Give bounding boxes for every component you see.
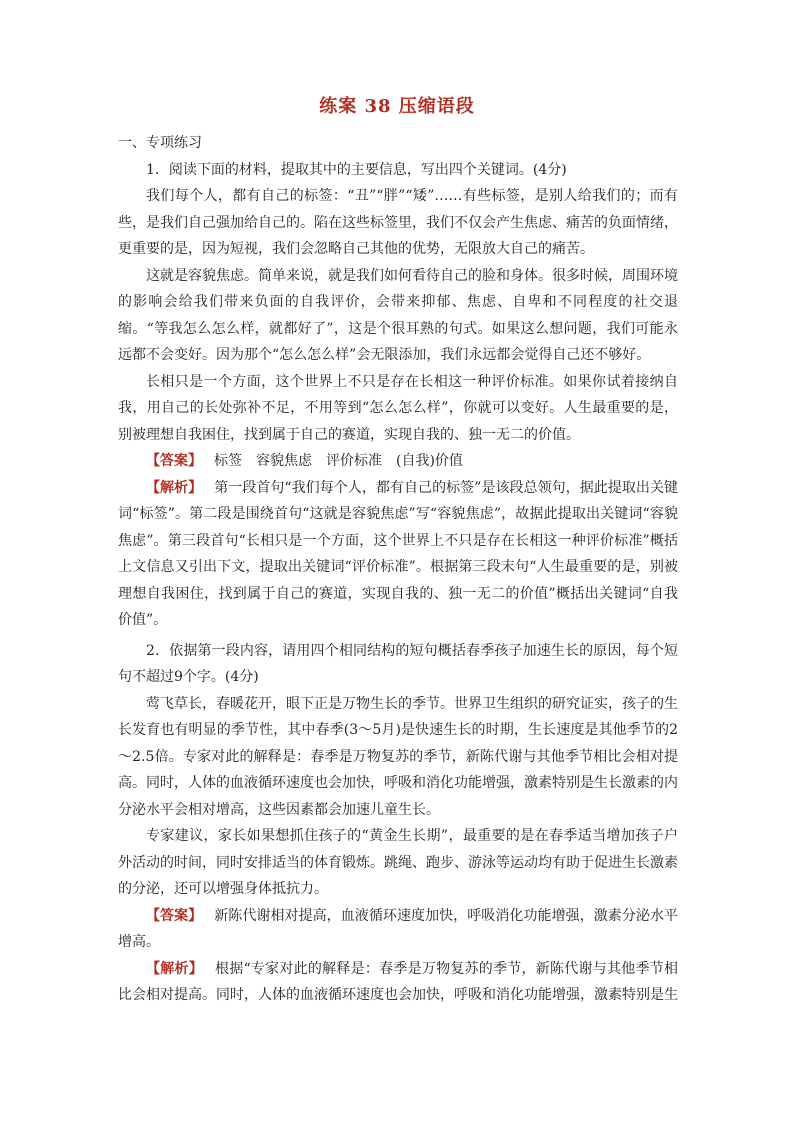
- q2-analysis-text: 根据“专家对此的解释是：春季是万物复苏的季节，新陈代谢与其他季节相比会相对提高。同时，人体的血液循环速度也会加快，呼吸和消化功能增强，激素特别是生: [118, 960, 679, 1003]
- q2-analysis: [118, 956, 678, 1009]
- q1-answer-text: 标签 容貌焦虑 评价标准 (自我)价值: [214, 453, 463, 469]
- q2-passage-paragraph-1: 莺飞草长，春暖花开，眼下正是万物生长的季节。世界卫生组织的研究证实，孩子的生长发育也有明显的季节性，其中春季(3～5月)是快速生长的时期，生长速度是其他季节的2～2.5倍。专家对此的解释是：春季是万物复苏的季节，新陈代谢与其他季节相比会相对提高。同时，人体的血液循环速度也会加快，呼吸和消化功能增强，激素特别是生长激素的内分泌水平会相对增高，这些因素都会加速儿童生长。: [118, 695, 678, 818]
- q1-answer: [118, 448, 678, 475]
- analysis-label: 【解析】: [146, 960, 203, 977]
- answer-label: 【答案】: [146, 453, 202, 469]
- q1-analysis: [118, 475, 678, 634]
- q2-answer: [118, 903, 678, 956]
- q1-passage-paragraph-1: 我们每个人，都有自己的标签：“丑”“胖”“矮”……有些标签，是别人给我们的；而有些，是我们自己强加给自己的。陷在这些标签里，我们不仅会产生焦虑、痛苦的负面情绪，更重要的是，因为短视，我们会忽略自己其他的优势，无限放大自己的痛苦。: [118, 188, 678, 257]
- analysis-label: 【解析】: [146, 479, 203, 496]
- q1-passage-paragraph-3: 长相只是一个方面，这个世界上不只是存在长相这一种评价标准。如果你试着接纳自我，用自己的长处弥补不足，不用等到“怎么怎么样”，你就可以变好。人生最重要的是，别被理想自我困住，找到属于自己的赛道，实现自我的、独一无二的价值。: [118, 373, 678, 443]
- q1-passage-paragraph-2: 这就是容貌焦虑。简单来说，就是我们如何看待自己的脸和身体。很多时候，周围环境的影响会给我们带来负面的自我评价，会带来抑郁、焦虑、自卑和不同程度的社交退缩。“等我怎么怎么样，就都好了”，这是个很耳熟的句式。如果这么想问题，我们可能永远都不会变好。因为那个“怎么怎么样”会无限添加，我们永远都会觉得自己还不够好。: [118, 267, 678, 363]
- question-1-prompt: 1．阅读下面的材料，提取其中的主要信息，写出四个关键词。(4分): [146, 161, 567, 178]
- page-title: 练案 38 压缩语段: [319, 96, 475, 117]
- q2-answer-text: 新陈代谢相对提高，血液循环速度加快，呼吸消化功能增强，激素分泌水平增高。: [118, 907, 679, 950]
- document-body: [118, 130, 678, 1009]
- answer-label: 【答案】: [146, 907, 203, 924]
- q1-analysis-text: 第一段首句“我们每个人，都有自己的标签”是该段总领句，据此提取出关键词“标签”。第二段是围绕首句“这就是容貌焦虑”写“容貌焦虑”，故据此提取出关键词“容貌焦虑”。第三段首句“长相只是一个方面，这个世界上不只是存在长相这一种评价标准”概括上文信息又引出下文，提取出关键词“评价标准”。根据第三段末句“人生最重要的是，别被理想自我困住，找到属于自己的赛道，实现自我的、独一无二的价值”概括出关键词“自我价值”。: [118, 479, 679, 628]
- question-2-prompt: 2．依据第一段内容，请用四个相同结构的短句概括春季孩子加速生长的原因，每个短句不超过9个字。(4分): [118, 642, 678, 685]
- q2-passage-paragraph-2: 专家建议，家长如果想抓住孩子的“黄金生长期”，最重要的是在春季适当增加孩子户外活动的时间，同时安排适当的体育锻炼。跳绳、跑步、游泳等运动均有助于促进生长激素的分泌，还可以增强身体抵抗力。: [118, 828, 678, 897]
- section-heading: 一、专项练习: [118, 135, 202, 151]
